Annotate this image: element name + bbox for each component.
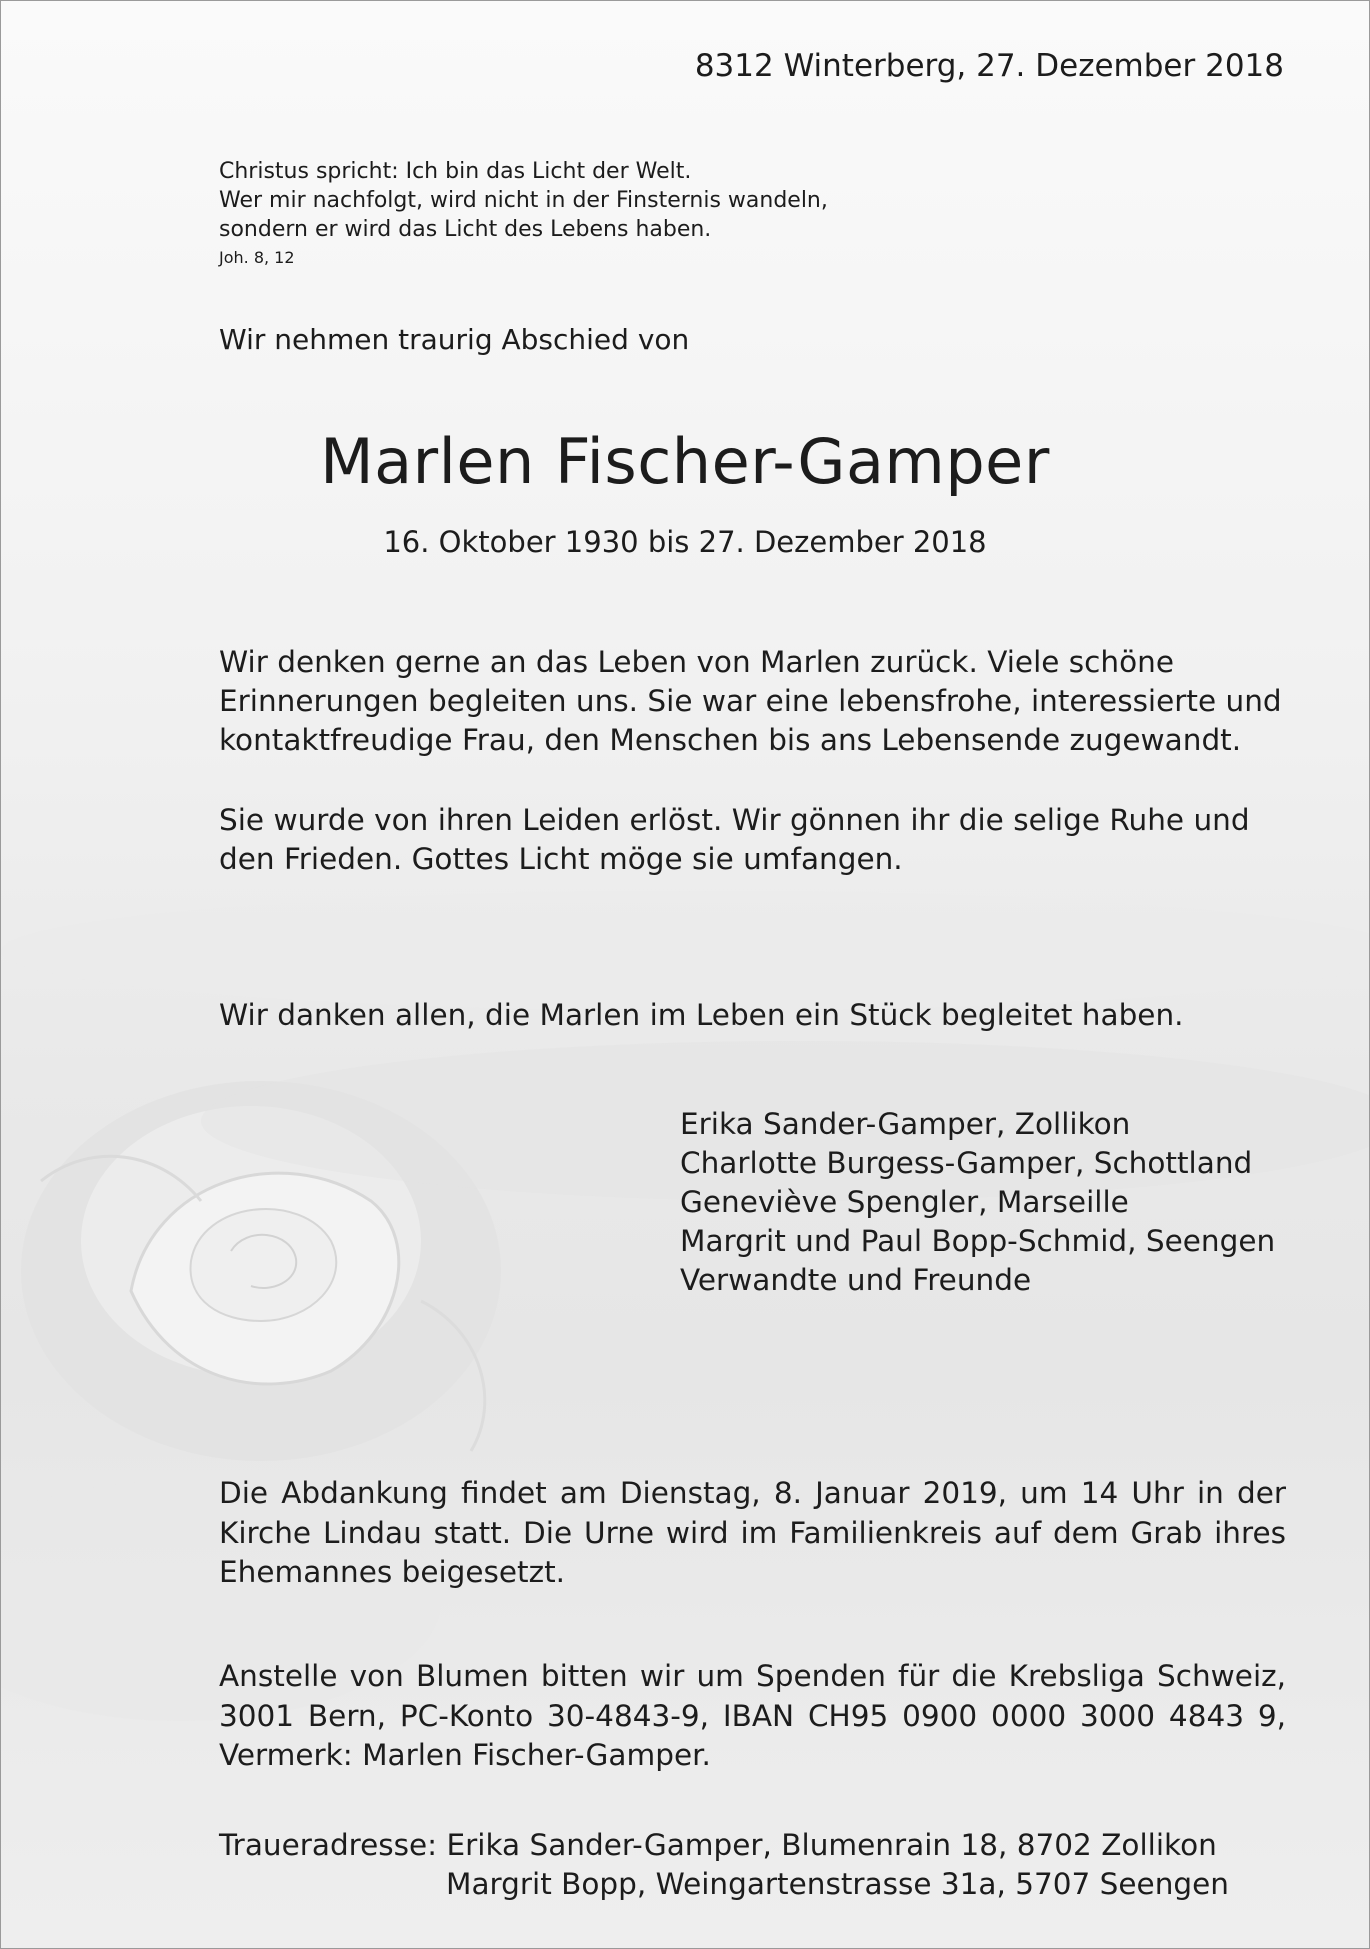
deceased-name: Marlen Fischer-Gamper bbox=[320, 425, 1050, 498]
paragraph-line: Wir danken allen, die Marlen im Leben ein Stück begleitet haben. bbox=[219, 998, 1184, 1032]
paragraph-line: Ehemannes beigesetzt. bbox=[219, 1555, 566, 1589]
mourner-item: Margrit und Paul Bopp-Schmid, Seengen bbox=[680, 1224, 1276, 1258]
paragraph-line: 3001 Bern, PC-Konto 30-4843-9, IBAN CH95 0900 0000 3000 4843 9, bbox=[219, 1698, 1286, 1733]
address-line: Erika Sander-Gamper, Blumenrain 18, 8702 Zollikon bbox=[446, 1828, 1217, 1862]
memory-paragraph bbox=[219, 643, 1282, 760]
mourner-item: Erika Sander-Gamper, Zollikon bbox=[680, 1107, 1131, 1141]
address-line: Margrit Bopp, Weingartenstrasse 31a, 5707 Seengen bbox=[446, 1867, 1229, 1901]
life-dates: 16. Oktober 1930 bis 27. Dezember 2018 bbox=[383, 525, 987, 559]
mourning-address bbox=[219, 1825, 1217, 1865]
paragraph-line: Kirche Lindau statt. Die Urne wird im Familienkreis auf dem Grab ihres bbox=[219, 1515, 1286, 1550]
peace-paragraph bbox=[219, 801, 1250, 879]
verse-line: Christus spricht: Ich bin das Licht der Welt. bbox=[219, 159, 692, 184]
mourners-list bbox=[680, 1105, 1275, 1300]
intro-text: Wir nehmen traurig Abschied von bbox=[219, 323, 690, 356]
paragraph-line: Anstelle von Blumen bitten wir um Spenden für die Krebsliga Schweiz, bbox=[219, 1659, 1286, 1693]
paragraph-line: Erinnerungen begleiten uns. Sie war eine lebensfrohe, interessierte und bbox=[219, 684, 1282, 718]
paragraph-line: den Frieden. Gottes Licht möge sie umfangen. bbox=[219, 842, 903, 876]
funeral-paragraph bbox=[219, 1474, 1286, 1593]
donation-paragraph bbox=[219, 1657, 1286, 1776]
rose-background-image bbox=[1, 1, 1369, 1948]
paragraph-line: Wir denken gerne an das Leben von Marlen zurück. Viele schöne bbox=[219, 645, 1174, 679]
paragraph-line: Die Abdankung findet am Dienstag, 8. Januar 2019, um 14 Uhr in der bbox=[219, 1476, 1286, 1510]
paragraph-line: Sie wurde von ihren Leiden erlöst. Wir gönnen ihr die selige Ruhe und bbox=[219, 803, 1250, 837]
mourner-item: Geneviève Spengler, Marseille bbox=[680, 1185, 1129, 1219]
address-label: Traueradresse: bbox=[219, 1828, 438, 1862]
mourner-item: Charlotte Burgess-Gamper, Schottland bbox=[680, 1146, 1253, 1180]
place-date: 8312 Winterberg, 27. Dezember 2018 bbox=[694, 48, 1284, 84]
paragraph-line: kontaktfreudige Frau, den Menschen bis ans Lebensende zugewandt. bbox=[219, 723, 1242, 757]
verse-line: Wer mir nachfolgt, wird nicht in der Finsternis wandeln, bbox=[219, 188, 828, 213]
thanks-paragraph bbox=[219, 996, 1184, 1035]
bible-verse bbox=[219, 157, 1019, 244]
paragraph-line: Vermerk: Marlen Fischer-Gamper. bbox=[219, 1738, 711, 1772]
verse-reference: Joh. 8, 12 bbox=[219, 248, 295, 267]
verse-line: sondern er wird das Licht des Lebens haben. bbox=[219, 217, 712, 242]
mourner-item: Verwandte und Freunde bbox=[680, 1263, 1032, 1297]
